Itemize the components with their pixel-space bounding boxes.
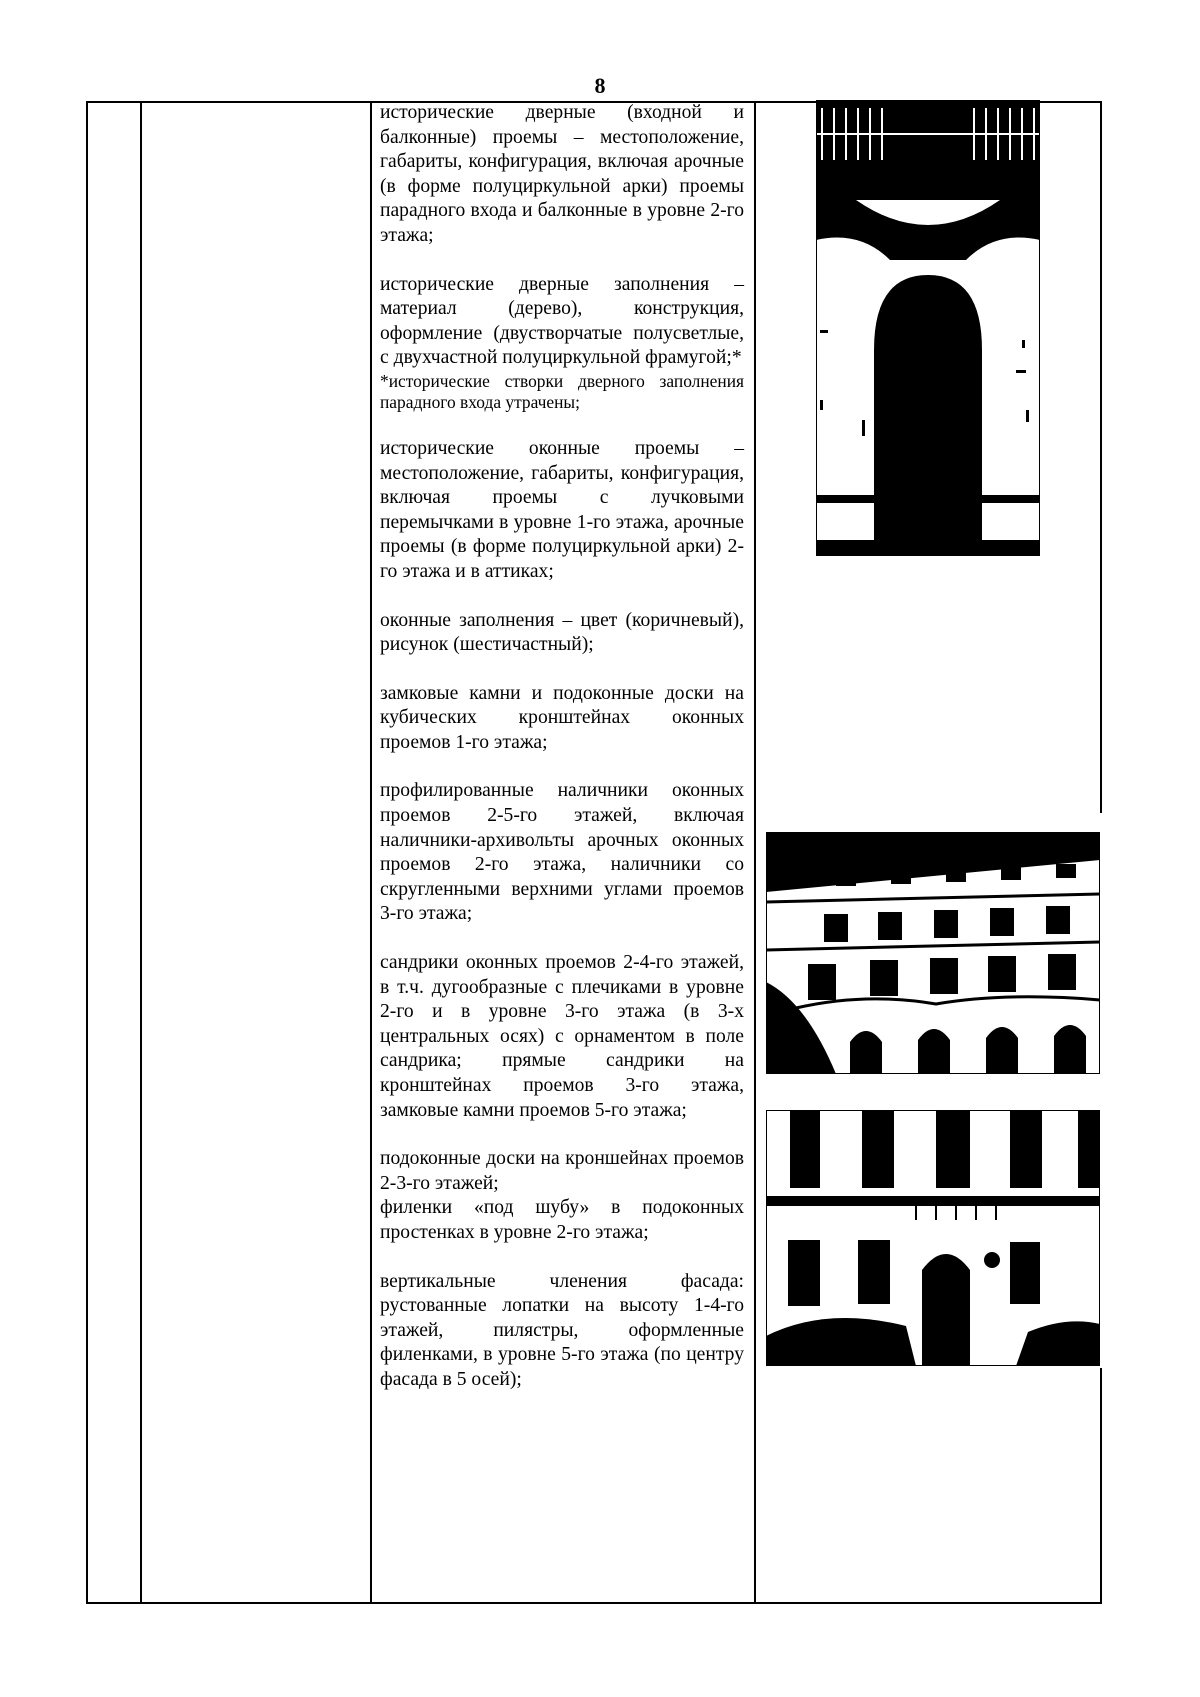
sandriks-text: сандрики оконных проемов 2-4-го этажей, в т.ч. дугообразные с плечиками в уровне 2-го и в уровне 3-го этажа (в 3-х центральных осях) с орнаментом в поле сандрика; прямые сандрики на кронштейнах проемов 3-го этажа, замковые камни проемов 5-го этажа; [380,952,744,1121]
column-divider-3 [754,101,756,1604]
column-divider-1 [140,101,142,1604]
entrance-door-photo [816,100,1040,556]
column-divider-2 [370,101,372,1604]
vertical-divisions-text: вертикальные членения фасада: рустованные лопатки на высоту 1-4-го этажей, пилястры, оформленные филенками, в уровне 5-го этажа (по центру фасада в 5 осей); [380,1270,744,1390]
door-note-text: *исторические створки дверного заполнения парадного входа утрачены; [380,370,744,412]
panels-text: филенки «под шубу» в подоконных простенках в уровне 2-го этажа; [380,1197,744,1243]
window-fillings-text: оконные заполнения – цвет (коричневый), рисунок (шестичастный); [380,609,744,656]
protected-elements-text-column [380,101,744,1393]
architraves-text: профилированные наличники оконных проемов 2-5-го этажей, включая наличники-архивольты арочных оконных проемов 2-го этажа, наличники со скругленными верхними углами проемов 3-го этажа; [380,780,744,925]
door-openings-text: исторические дверные (входной и балконные) проемы – местоположение, габариты, конфигурация, включая арочные (в форме полуциркульной арки) проемы парадного входа и балконные в уровне 2-го этажа; [380,102,744,246]
page-number: 8 [594,73,606,98]
upper-facade-photo [766,832,1100,1074]
door-fillings-text: исторические дверные заполнения – материал (дерево), конструкция, оформление (двустворчатые полусветлые, с двухчастной полуциркульной фрамугой;* [380,273,744,369]
lower-facade-photo [766,1110,1100,1366]
window-sills-text: подоконные доски на кроншейнах проемов 2-3-го этажей; [380,1148,744,1194]
keystones-text: замковые камни и подоконные доски на кубических кронштейнах оконных проемов 1-го этажа; [380,682,744,753]
column-divider-4-bottom [1100,1368,1102,1604]
window-openings-text: исторические оконные проемы – местоположение, габариты, конфигурация, включая проемы с лучковыми перемычками в уровне 1-го этажа, арочные проемы (в форме полуциркульной арки) 2-го этажа и в аттиках; [380,437,744,582]
column-divider-4-top [1100,101,1102,813]
